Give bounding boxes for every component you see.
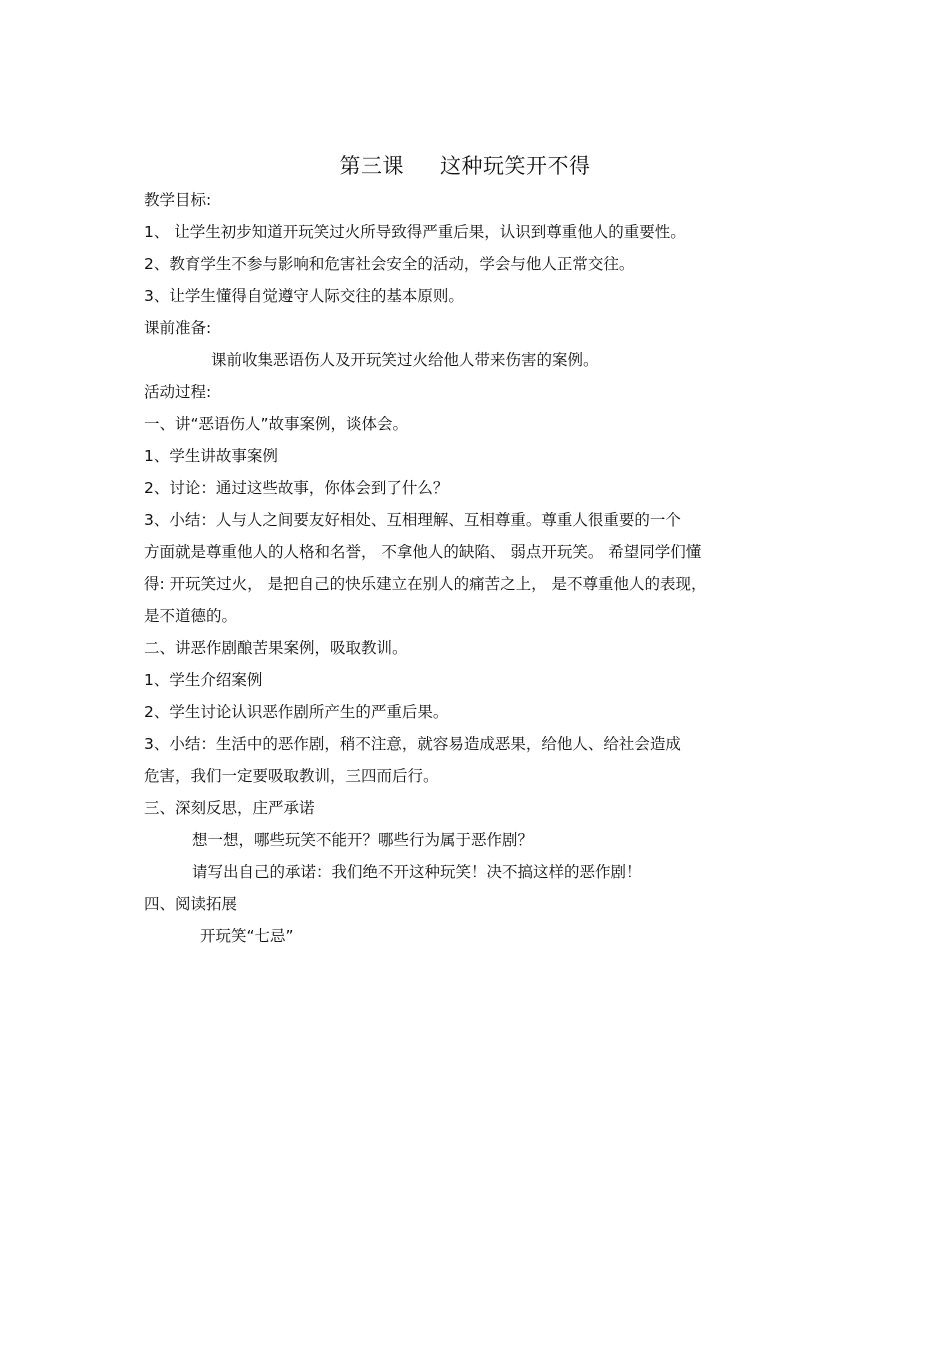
paragraph-line: 方面就是尊重他人的人格和名誉， 不拿他人的缺陷、 弱点开玩笑。 希望同学们懂	[144, 543, 702, 561]
goal-item: 1、 让学生初步知道开玩笑过火所导致得严重后果，认识到尊重他人的重要性。	[144, 223, 686, 241]
part-heading: 三、深刻反思，庄严承诺	[144, 799, 315, 817]
paragraph-line: 想一想，哪些玩笑不能开？哪些行为属于恶作剧？	[192, 831, 534, 849]
paragraph-line: 危害，我们一定要吸取教训，三四而后行。	[144, 767, 439, 785]
part-heading: 四、阅读拓展	[144, 895, 238, 913]
paragraph-line: 是不道德的。	[144, 607, 238, 625]
part-heading: 二、讲恶作剧酿苦果案例，吸取教训。	[144, 639, 408, 657]
part-heading: 一、讲“恶语伤人”故事案例，谈体会。	[144, 415, 409, 433]
goal-item: 3、让学生懂得自觉遵守人际交往的基本原则。	[144, 287, 464, 305]
goal-item: 2、教育学生不参与影响和危害社会安全的活动，学会与他人正常交往。	[144, 255, 635, 273]
lesson-topic: 这种玩笑开不得	[440, 154, 591, 178]
list-item: 1、学生介绍案例	[144, 671, 263, 689]
prep-heading: 课前准备:	[144, 319, 212, 337]
goals-heading: 教学目标:	[144, 191, 212, 209]
process-heading: 活动过程:	[144, 383, 212, 401]
prep-text: 课前收集恶语伤人及开玩笑过火给他人带来伤害的案例。	[211, 351, 599, 369]
list-item: 3、小结：生活中的恶作剧，稍不注意，就容易造成恶果，给他人、给社会造成	[144, 735, 681, 753]
list-item: 1、学生讲故事案例	[144, 447, 278, 465]
list-item: 2、学生讨论认识恶作剧所产生的严重后果。	[144, 703, 449, 721]
list-item: 3、小结：人与人之间要友好相处、互相理解、互相尊重。尊重人很重要的一个	[144, 511, 681, 529]
lesson-number: 第三课	[339, 154, 404, 178]
page-title	[0, 150, 930, 180]
paragraph-line: 开玩笑“七忌”	[200, 927, 294, 945]
list-item: 2、讨论：通过这些故事，你体会到了什么？	[144, 479, 449, 497]
paragraph-line: 得: 开玩笑过火， 是把自己的快乐建立在别人的痛苦之上， 是不尊重他人的表现，	[144, 575, 707, 593]
paragraph-line: 请写出自己的承诺：我们绝不开这种玩笑！决不搞这样的恶作剧！	[192, 863, 642, 881]
